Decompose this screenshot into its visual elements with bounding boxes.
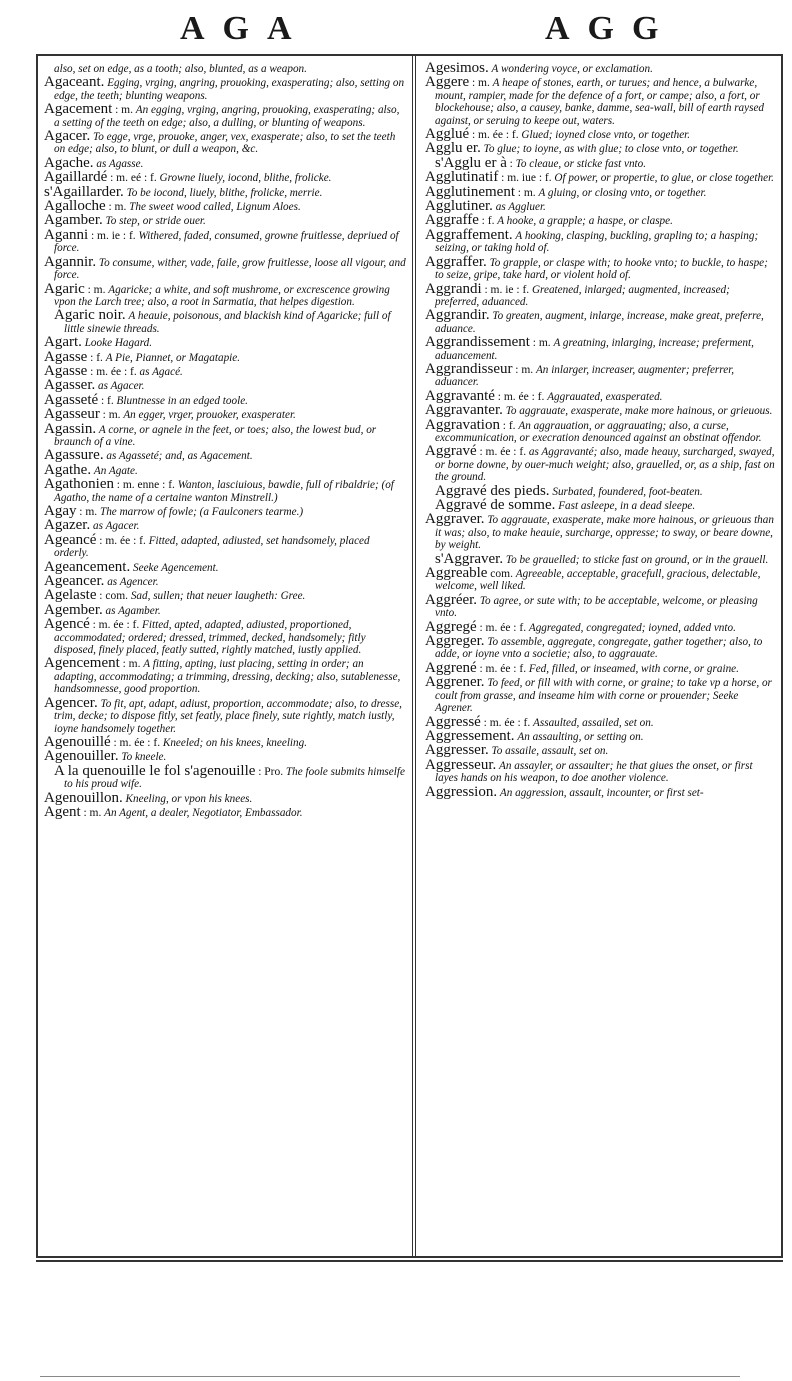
entry-grammar: : m.	[517, 186, 536, 199]
entry-definition: Fitted, apted, adapted, adiusted, proportioned, accommodated; ordered; dressed, trimmed, decked, handsomely; fitly disposed, finely placed, featly sutted, rightly matched, iustly applied.	[54, 619, 366, 657]
header-right-guide-word: AGG	[545, 10, 677, 47]
dictionary-entry	[425, 416, 775, 445]
entry-headword: Agaric	[44, 280, 85, 297]
entry-headword: Aggréer.	[425, 591, 478, 608]
entry-grammar: : m. ée : f.	[92, 619, 140, 632]
entry-headword: Agglué	[425, 126, 470, 143]
entry-definition: as Agacer.	[98, 380, 145, 393]
entry-definition: To feed, or fill with with corne, or graine; to take vp a horse, or coult from grasse, and inseame him with corne or prouender; Seeke Agrener.	[435, 677, 772, 715]
entry-headword: Aggrandissement	[425, 334, 530, 351]
dictionary-entry	[44, 420, 406, 449]
entry-headword: Aggreable	[425, 565, 488, 582]
entry-grammar: : m.	[102, 409, 121, 422]
entry-definition: An assayler, or assaulter; he that giues the onset, or first layes hands on his weapon, to doe another violence.	[435, 759, 753, 785]
entry-definition: A heauie, poisonous, and blackish kind of Agaricke; full of little sinewie threads.	[64, 310, 391, 335]
dictionary-entry	[425, 214, 775, 227]
dictionary-entry	[425, 128, 775, 141]
entry-definition: Seeke Agencement.	[133, 561, 219, 574]
entry-definition: Fitted, adapted, adiusted, set handsomely, placed orderly.	[54, 534, 370, 560]
entry-definition: To be grauelled; to sticke fast on ground, or in the grauell.	[505, 553, 769, 566]
dictionary-entry	[425, 171, 775, 184]
dictionary-entry	[44, 519, 406, 532]
entry-headword: Agasse	[44, 362, 88, 379]
entry-definition: A hooking, clasping, buckling, grapling to; a hasping; seizing, or taking hold of.	[435, 229, 759, 255]
dictionary-entry	[44, 789, 406, 806]
dictionary-entry	[44, 618, 406, 656]
entry-headword: s'Aggraver.	[435, 550, 504, 567]
dictionary-entry	[425, 445, 775, 483]
dictionary-entry	[44, 336, 406, 349]
entry-headword: Aggravanter.	[425, 402, 503, 419]
entry-grammar: : f.	[502, 419, 516, 432]
entry-headword: Ageancer.	[44, 573, 105, 590]
dictionary-entry	[425, 713, 775, 730]
dictionary-entry	[425, 482, 775, 499]
entry-headword: Aggrandir.	[425, 307, 490, 324]
entry-headword: Agencement	[44, 655, 120, 672]
entry-definition: as Agasseté; and, as Agacement.	[106, 450, 253, 463]
entry-definition: as Agencer.	[107, 576, 159, 589]
entry-headword: Agencé	[44, 616, 90, 633]
dictionary-entry	[425, 62, 775, 75]
entry-definition: Fed, filled, or inseamed, with corne, or graine.	[528, 662, 739, 675]
entry-definition: To consume, wither, vade, faile, grow fruitlesse, loose all vigour, and force.	[54, 256, 406, 282]
right-column	[425, 62, 775, 1254]
entry-definition: as Agamber.	[105, 604, 161, 617]
entry-definition: To aggrauate, exasperate, make more hainous, or grieuous.	[505, 405, 773, 418]
entry-definition: A Pie, Piannet, or Magatapie.	[105, 351, 241, 364]
entry-definition: A corne, or agnele in the feet, or toes; also, the lowest bud, or braunch of a vine.	[54, 423, 377, 448]
entry-grammar: : f.	[481, 215, 495, 228]
entry-definition: To egge, vrge, prouoke, anger, vex, exasperate; also, to set the teeth on edge; also, to blunt, or dull a weapon, &c.	[54, 131, 396, 156]
entry-grammar: : f.	[90, 351, 103, 364]
dictionary-entry	[425, 499, 775, 512]
entry-definition: To cleaue, or sticke fast vnto.	[515, 157, 647, 170]
entry-headword: Aggravé des pieds.	[435, 482, 550, 499]
dictionary-entry	[425, 635, 775, 661]
left-column	[44, 62, 406, 1254]
dictionary-entry	[44, 348, 406, 365]
entry-headword: Agathonien	[44, 476, 114, 493]
dictionary-entry	[44, 253, 406, 282]
entry-definition: An assaulting, or setting on.	[517, 730, 644, 743]
dictionary-entry	[44, 408, 406, 421]
entry-definition: Glued; ioyned close vnto, or together.	[521, 129, 691, 142]
entry-headword: Agasseté	[44, 391, 99, 408]
dictionary-entry	[44, 214, 406, 227]
dictionary-entry	[44, 461, 406, 478]
dictionary-entry	[44, 762, 406, 791]
entry-headword: Agassin.	[44, 420, 97, 437]
entry-definition: Kneeled; on his knees, kneeling.	[162, 736, 308, 749]
entry-definition: Agreeable, acceptable, gracefull, gracious, delectable, welcome, well liked.	[435, 568, 761, 593]
entry-definition: as Agacer.	[93, 520, 140, 533]
entry-definition: The sweet wood called, Lignum Aloes.	[129, 201, 301, 214]
dictionary-entry	[44, 154, 406, 171]
entry-grammar: : m. ée : f.	[90, 365, 137, 378]
dictionary-entry	[44, 226, 406, 255]
entry-headword: Aggrener.	[425, 674, 485, 691]
entry-grammar: : m. ée : f.	[479, 621, 527, 634]
entry-grammar: : m.	[79, 506, 98, 518]
entry-headword: Agay	[44, 503, 77, 519]
entry-definition: as Aggravanté; also, made heauy, surcharged, swayed, or borne downe, by ouer-much weight; also, grauelled, or, as a ship, fast on the ground.	[435, 446, 775, 484]
entry-headword: Agacement	[44, 101, 113, 118]
entry-headword: Agathe.	[44, 461, 92, 478]
dictionary-entry	[425, 744, 775, 757]
entry-definition: An aggrauation, or aggrauating; also, a curse, excommunication, or execration denounced against an obstinat offendor.	[435, 419, 762, 444]
bottom-rule	[36, 1260, 783, 1262]
entry-definition: as Aggluer.	[495, 201, 546, 214]
entry-grammar: : m. ée : f.	[497, 390, 545, 403]
entry-definition: Egging, vrging, angring, prouoking, exasperating; also, setting on edge, the teeth; blunting weapons.	[54, 77, 405, 102]
dictionary-entry	[425, 200, 775, 213]
entry-headword: Aggravé	[425, 443, 477, 460]
entry-headword: Aggressé	[425, 713, 481, 730]
entry-definition: Sad, sullen; that neuer laugheth: Gree.	[130, 590, 306, 603]
dictionary-entry	[425, 360, 775, 389]
entry-headword: Agasseur	[44, 406, 100, 423]
entry-headword: s'Agglu er à	[435, 154, 507, 171]
entry-headword: Agasse	[44, 348, 88, 365]
entry-definition: To aggrauate, exasperate, make more hainous, or grieuous than it was; also, to make heauie, surcharge, oppresse; to sway, or beare downe, by weight.	[435, 514, 774, 552]
dictionary-entry	[425, 253, 775, 282]
entry-grammar: : m. eé : f.	[110, 172, 157, 185]
entry-definition: An egger, vrger, prouoker, exasperater.	[123, 409, 296, 422]
entry-headword: Aggresseur.	[425, 756, 497, 773]
dictionary-entry	[44, 379, 406, 392]
dictionary-entry	[44, 391, 406, 408]
dictionary-entry	[44, 103, 406, 129]
entry-headword: Agaceant.	[44, 74, 105, 91]
dictionary-entry	[44, 200, 406, 213]
entry-definition: Aggregated, congregated; ioyned, added vnto.	[528, 621, 736, 634]
entry-headword: Aggravation	[425, 416, 500, 433]
entry-headword: Agacer.	[44, 128, 91, 145]
dictionary-entry	[425, 756, 775, 785]
entry-grammar: : m.	[515, 363, 534, 376]
entry-headword: Aggresser.	[425, 742, 489, 759]
entry-definition: Fast asleepe, in a dead sleepe.	[558, 500, 696, 512]
entry-headword: Aggravanté	[425, 387, 495, 404]
entry-headword: Agasser.	[44, 377, 96, 394]
dictionary-entry	[425, 404, 775, 417]
entry-definition: Of power, or propertie, to glue, or close together.	[554, 172, 774, 185]
entry-grammar: : m.	[108, 201, 127, 214]
dictionary-entry	[44, 280, 406, 309]
dictionary-entry	[44, 694, 406, 735]
dictionary-entry	[425, 618, 775, 635]
entry-headword: Aggere	[425, 74, 470, 91]
entry-headword: Agassure.	[44, 447, 104, 464]
entry-definition: A wondering voyce, or exclamation.	[491, 63, 653, 75]
entry-grammar: : m. ée : f.	[99, 534, 146, 547]
entry-headword: Aggravé de somme.	[435, 497, 556, 513]
entry-definition: A hooke, a grapple; a haspe, or claspe.	[497, 215, 673, 228]
entry-definition: Withered, faded, consumed, growne fruitlesse, depriued of force.	[54, 229, 399, 255]
entry-grammar: : m. ie : f.	[90, 229, 136, 242]
entry-definition: Wanton, lasciuious, bawdie, full of ribaldrie; (of Agatho, the name of a certaine wanton Minstrell.)	[54, 479, 394, 504]
entry-headword: Agenouillé	[44, 733, 111, 750]
dictionary-entry	[44, 531, 406, 560]
entry-definition: Kneeling, or vpon his knees.	[125, 792, 253, 805]
dictionary-entry	[425, 727, 775, 744]
dictionary-entry	[425, 226, 775, 255]
entry-headword: Agalloche	[44, 198, 106, 215]
dictionary-entry	[425, 154, 775, 171]
entry-headword: Aggraffement.	[425, 226, 513, 243]
dictionary-entry	[425, 280, 775, 309]
entry-headword: Agglutinement	[425, 183, 515, 200]
dictionary-entry	[425, 142, 775, 155]
dictionary-entry	[425, 676, 775, 714]
entry-headword: Aggression.	[425, 783, 498, 800]
entry-headword: Agaric noir.	[54, 307, 126, 324]
dictionary-entry	[425, 550, 775, 567]
entry-grammar: : Pro.	[258, 765, 284, 778]
dictionary-entry	[44, 62, 406, 75]
entry-headword: Aggreger.	[425, 633, 485, 650]
entry-grammar: : m.	[532, 337, 551, 350]
dictionary-entry	[44, 803, 406, 820]
entry-headword: Agencer.	[44, 694, 98, 711]
entry-definition: To assemble, aggregate, congregate, gather together; also, to adde, or ioyne vnto a societie; also, to aggrauate.	[435, 636, 763, 661]
entry-headword: Aggressement.	[425, 727, 515, 744]
entry-grammar: : m. enne : f.	[116, 479, 175, 492]
entry-headword: Agazer.	[44, 517, 91, 534]
dictionary-entry	[44, 183, 406, 200]
dictionary-entry	[44, 733, 406, 750]
entry-definition: Looke Hagard.	[84, 337, 153, 350]
dictionary-entry	[44, 76, 406, 102]
header-left-guide-word: AGA	[180, 10, 310, 47]
entry-headword: Agglutiner.	[425, 198, 493, 215]
entry-definition: The foole submits himselfe to his proud wife.	[64, 765, 405, 791]
dictionary-entry	[425, 659, 775, 676]
entry-headword: Agesimos.	[425, 62, 489, 76]
dictionary-entry	[425, 309, 775, 335]
entry-grammar: : m.	[115, 104, 133, 117]
dictionary-entry	[425, 387, 775, 404]
entry-headword: Agannir.	[44, 253, 97, 270]
column-divider-inner	[415, 54, 416, 1258]
entry-headword: Ageancé	[44, 531, 97, 548]
entry-headword: Agart.	[44, 334, 82, 351]
entry-grammar: : m. ée : f.	[113, 736, 161, 749]
entry-definition: An Agent, a dealer, Negotiator, Embassador.	[104, 806, 303, 819]
entry-definition: Aggrauated, exasperated.	[547, 390, 663, 403]
entry-grammar: : m. ie : f.	[484, 283, 530, 296]
entry-grammar: : m. ée : f.	[483, 716, 531, 729]
entry-definition: Assaulted, assailed, set on.	[533, 716, 654, 729]
entry-definition: Agaricke; a white, and soft mushrome, or excrescence growing vpon the Larch tree; also, a root in Sarmatia, that helpes digestion.	[54, 283, 390, 308]
entry-headword: Aggraffe	[425, 212, 479, 229]
entry-headword: Aggraffer.	[425, 253, 487, 270]
running-header	[40, 10, 780, 58]
entry-definition: To kneele.	[121, 751, 167, 764]
entry-definition: To grapple, or claspe with; to hooke vnto; to buckle, to haspe; to seize, gripe, take hard, or violent hold of.	[435, 256, 768, 282]
entry-grammar: : com.	[99, 590, 129, 603]
dictionary-entry	[425, 513, 775, 551]
dictionary-entry	[425, 76, 775, 127]
entry-headword: Agaillardé	[44, 169, 108, 186]
entry-definition: Surbated, foundered, foot-beaten.	[552, 485, 703, 498]
dictionary-entry	[425, 783, 775, 800]
dictionary-entry	[44, 575, 406, 588]
entry-definition: A greatning, inlarging, increase; preferment, aduancement.	[435, 337, 754, 362]
entry-definition: To glue; to ioyne, as with glue; to close vnto, or together.	[483, 143, 739, 156]
entry-grammar: : m. ée : f.	[479, 446, 527, 459]
entry-definition: To be iocond, liuely, blithe, frolicke, merrie.	[126, 186, 323, 199]
entry-headword: A la quenouille le fol s'agenouille	[54, 762, 256, 779]
entry-definition: Growne liuely, iocond, blithe, frolicke.	[159, 172, 332, 185]
entry-headword: Agember.	[44, 601, 103, 618]
entry-definition: To greaten, augment, inlarge, increase, make great, preferre, aduance.	[435, 310, 764, 335]
entry-headword: Agent	[44, 803, 81, 820]
entry-definition: An aggression, assault, incounter, or first set-	[499, 786, 704, 799]
entry-headword: Aganni	[44, 226, 89, 243]
entry-headword: Aggrandi	[425, 280, 482, 297]
entry-definition: To step, or stride ouer.	[105, 215, 206, 228]
entry-definition: also, set on edge, as a tooth; also, blunted, as a weapon.	[54, 63, 307, 75]
entry-definition: as Agasse.	[96, 157, 144, 170]
entry-headword: Agamber.	[44, 212, 103, 229]
dictionary-entry	[44, 362, 406, 379]
entry-headword: Agglutinatif	[425, 169, 499, 186]
entry-definition: An inlarger, increaser, augmenter; preferrer, aduancer.	[435, 363, 735, 389]
entry-headword: Agenouillon.	[44, 789, 123, 806]
entry-definition: To assaile, assault, set on.	[491, 745, 609, 758]
entry-headword: Aggraver.	[425, 511, 485, 528]
entry-headword: Agglu er.	[425, 140, 481, 157]
entry-headword: Aggrené	[425, 659, 477, 676]
dictionary-entry	[44, 505, 406, 518]
entry-definition: A heape of stones, earth, or turues; and hence, a bulwarke, mount, rampier, made for the defence of a fort, or campe; also, a fort, or blockehouse; also, a causey, banke, damme, sea-wall, bill of earth raysed against, or seruing to keepe out, waters.	[435, 77, 765, 127]
entry-definition: Bluntnesse in an edged toole.	[116, 394, 248, 407]
entry-headword: Aggrandisseur	[425, 360, 513, 377]
entry-grammar: : f.	[100, 394, 114, 407]
entry-grammar: : m.	[122, 658, 141, 671]
dictionary-entry	[44, 750, 406, 763]
entry-grammar: : m. ée : f.	[479, 662, 527, 675]
entry-definition: as Agacé.	[139, 365, 183, 378]
dictionary-entry	[44, 171, 406, 184]
entry-headword: Agelaste	[44, 587, 97, 604]
dictionary-entry	[44, 589, 406, 602]
dictionary-entry	[425, 183, 775, 200]
entry-headword: s'Agaillarder.	[44, 183, 124, 200]
dictionary-entry	[44, 478, 406, 504]
entry-definition: Greatened, inlarged; augmented, increased; preferred, aduanced.	[435, 283, 730, 308]
entry-grammar: : m. ée : f.	[471, 129, 519, 142]
column-divider	[412, 54, 413, 1258]
dictionary-entry	[44, 657, 406, 695]
entry-grammar: : m.	[471, 77, 490, 90]
footer-rule	[40, 1376, 740, 1377]
entry-grammar: :	[509, 157, 513, 170]
entry-grammar: com.	[490, 568, 513, 581]
dictionary-entry	[44, 130, 406, 156]
entry-definition: An egging, vrging, angring, prouoking, exasperating; also, a setting of the teeth on edge; also, a dulling, or blunting of weapons.	[54, 104, 400, 129]
dictionary-entry	[44, 449, 406, 462]
entry-headword: Ageancement.	[44, 558, 131, 575]
dictionary-entry	[44, 601, 406, 618]
dictionary-entry	[44, 309, 406, 335]
dictionary-entry	[425, 591, 775, 620]
entry-grammar: : m.	[83, 806, 102, 819]
dictionary-entry	[425, 567, 775, 593]
entry-headword: Aggregé	[425, 618, 477, 635]
entry-grammar: : m. iue : f.	[501, 172, 552, 185]
entry-definition: A gluing, or closing vnto, or together.	[538, 186, 707, 199]
entry-definition: An Agate.	[93, 464, 138, 477]
entry-definition: A fitting, apting, iust placing, setting in order; an adapting, accommodating; a trimming, dressing, decking; also, sutablenesse, handsomnesse, good proportion.	[54, 658, 401, 696]
entry-definition: To agree, or sute with; to be acceptable, welcome, or pleasing vnto.	[435, 594, 758, 620]
entry-definition: To fit, apt, adapt, adiust, proportion, accommodate; also, to dresse, trim, decke; to dispose fitly, set featly, place finely, sute rightly, match iustly, ioyne handsomely together.	[54, 697, 402, 735]
dictionary-entry	[44, 558, 406, 575]
entry-headword: Agache.	[44, 154, 94, 171]
entry-headword: Agenouiller.	[44, 748, 119, 765]
entry-grammar: : m.	[87, 283, 106, 296]
entry-definition: The marrow of fowle; (a Faulconers tearme.)	[99, 506, 304, 518]
dictionary-entry	[425, 336, 775, 362]
